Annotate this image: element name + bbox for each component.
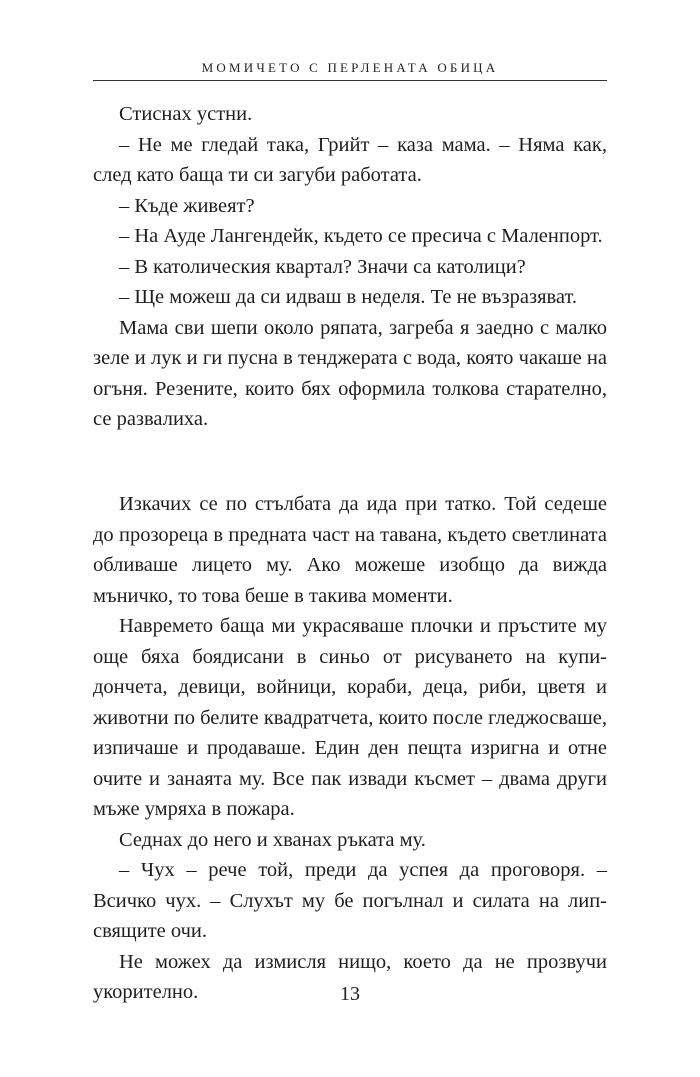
paragraph: – Къде живеят? [119,194,255,217]
header-rule [93,80,607,81]
paragraph: – В католическия квартал? Значи са католици? [119,255,526,278]
page-number: 13 [340,983,360,1005]
paragraph: Седнах до него и хванах ръката му. [119,828,426,851]
text-section-2 [93,489,607,1008]
paragraph: – Ще можеш да си идваш в неделя. Те не възразяват. [119,286,578,308]
paragraph: – На Ауде Лангендейк, където се пресича с Маленпорт. [119,225,603,247]
paragraph: – Не ме гледай така, Грийт – каза мама. – Няма как, след като баща ти си загуби работата. [93,133,607,186]
paragraph: Изкачих се по стълбата да ида при татко. Той седеше до прозореца в предната част на тавана, където светлината обливаше лицето му. Ако можеше изобщо да вижда мъничко, то това беше в такива моменти. [93,493,607,607]
running-head-title: МОМИЧЕТО С ПЕРЛЕНАТА ОБИЦА [201,60,499,75]
text-section-1 [93,99,607,435]
paragraph: Навремето баща ми украсяваше плочки и пръстите му още бяха боядисани в синьо от рисуването на купидончета, девици, войници, кораби, деца, риби, цветя и животни по белите квадратчета, които после гледжосваше, изпичаше и продаваше. Един ден пещта изригна и отне очите и занаята му. Все пак извади късмет – двама други мъже умряха в пожара. [93,615,607,820]
paragraph: Стиснах устни. [119,103,253,125]
paragraph: Мама сви шепи около ряпата, загреба я заедно с малко зеле и лук и ги пусна в тенджерата с вода, която чакаше на огъня. Резените, които бях оформила толкова старателно, се развалиха. [93,316,607,430]
paragraph: – Чух – рече той, преди да успея да проговоря. – Всичко чух. – Слухът му бе погълнал и силата на липсвящите очи. [93,859,607,942]
paragraph: Не можех да измисля нищо, което да не прозвучи укорително. [93,950,607,1003]
